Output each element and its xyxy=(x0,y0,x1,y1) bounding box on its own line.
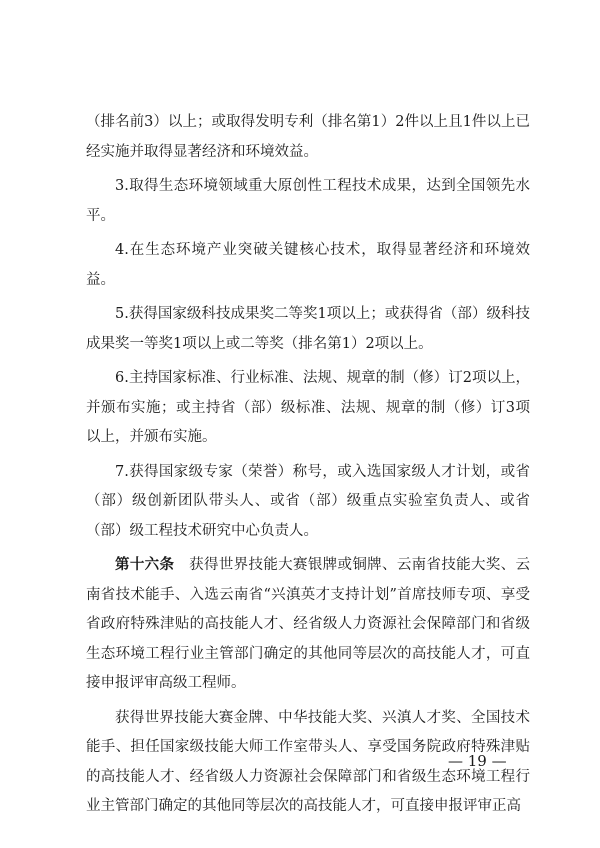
article-16-title: 第十六条 xyxy=(115,557,175,573)
paragraph-item-4: 4.在生态环境产业突破关键核心技术，取得显著经济和环境效益。 xyxy=(86,242,530,288)
paragraph-article-16 xyxy=(86,551,530,699)
paragraph-item-3: 3.取得生态环境领域重大原创性工程技术成果，达到全国领先水平。 xyxy=(86,178,530,224)
document-body xyxy=(86,108,530,827)
paragraph-final: 获得世界技能大赛金牌、中华技能大奖、兴滇人才奖、全国技术能手、担任国家级技能大师工作室带头人、享受国务院政府特殊津贴的高技能人才、经省级人力资源社会保障部门和省级生态环境工程行业主管部门确定的其他同等层次的高技能人才，可直接申报评审正高 xyxy=(86,709,530,814)
paragraph-item-5: 5.获得国家级科技成果奖二等奖1项以上；或获得省（部）级科技成果奖一等奖1项以上或二等奖（排名第1）2项以上。 xyxy=(86,306,530,352)
paragraph-item-7: 7.获得国家级专家（荣誉）称号，或入选国家级人才计划，或省（部）级创新团队带头人、或省（部）级重点实验室负责人、或省（部）级工程技术研究中心负责人。 xyxy=(86,463,530,539)
article-16-body: 获得世界技能大赛银牌或铜牌、云南省技能大奖、云南省技术能手、入选云南省“兴滇英才支持计划”首席技师专项、享受省政府特殊津贴的高技能人才、经省级人力资源社会保障部门和省级生态环境工程行业主管部门确定的其他同等层次的高技能人才，可直接申报评审高级工程师。 xyxy=(86,557,531,691)
page-number: — 19 — xyxy=(448,752,507,770)
paragraph-continuation: （排名前3）以上；或取得发明专利（排名第1）2件以上且1件以上已经实施并取得显著经济和环境效益。 xyxy=(86,114,530,160)
paragraph-item-6: 6.主持国家标准、行业标准、法规、规章的制（修）订2项以上，并颁布实施；或主持省（部）级标准、法规、规章的制（修）订3项以上，并颁布实施。 xyxy=(86,370,530,445)
